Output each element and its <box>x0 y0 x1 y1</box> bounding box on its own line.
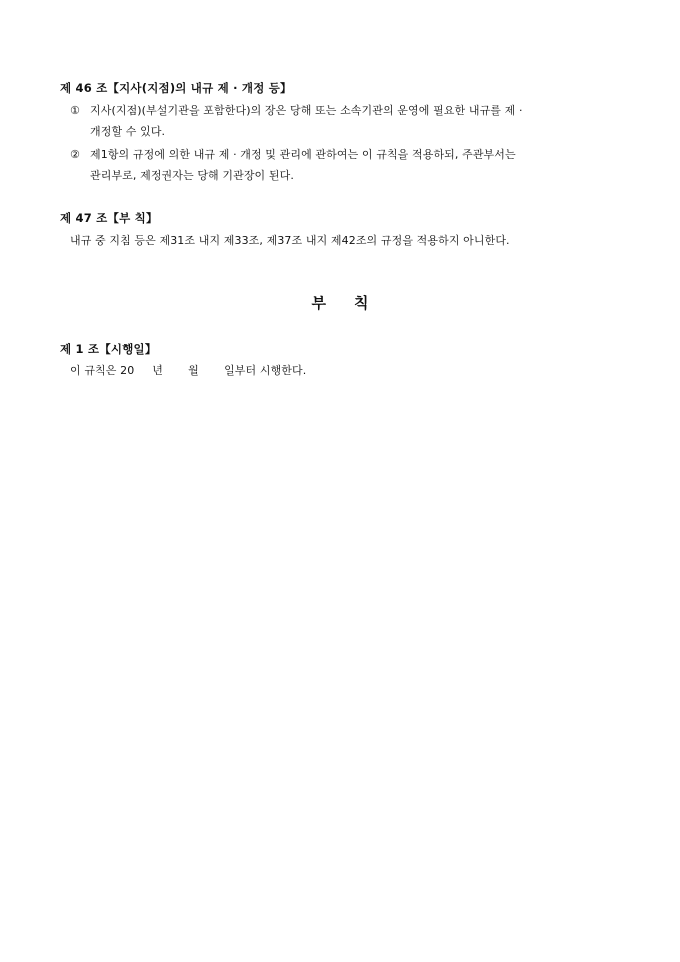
item-1-line-1: 지사(지점)(부설기관을 포함한다)의 장은 당해 또는 소속기관의 운영에 필요한 내규를 제 · <box>90 104 523 117</box>
item-1-number: ① <box>70 104 80 117</box>
article-46-heading: 제 46 조【지사(지점)의 내규 제 · 개정 등】 <box>60 81 292 95</box>
item-2-line-1: 제1항의 규정에 의한 내규 제 · 개정 및 관리에 관하여는 이 규칙을 적용하되, 주관부서는 <box>90 148 516 161</box>
article-47-heading: 제 47 조【부 칙】 <box>60 211 158 225</box>
article-46-item-1 <box>70 102 523 118</box>
supplementary-article-1-heading: 제 1 조【시행일】 <box>60 342 157 356</box>
article-47-body: 내규 중 지침 등은 제31조 내지 제33조, 제37조 내지 제42조의 규정을 적용하지 아니한다. <box>70 234 510 247</box>
item-2-number: ② <box>70 148 80 161</box>
supplementary-article-1-body: 이 규칙은 20 년 월 일부터 시행한다. <box>70 364 307 377</box>
supplementary-provisions-title: 부칙 <box>311 294 397 312</box>
article-46-item-1-cont: 개정할 수 있다. <box>90 125 166 138</box>
article-46-item-2 <box>70 146 516 162</box>
article-46-item-2-cont: 관리부로, 제정권자는 당해 기관장이 된다. <box>90 169 294 182</box>
